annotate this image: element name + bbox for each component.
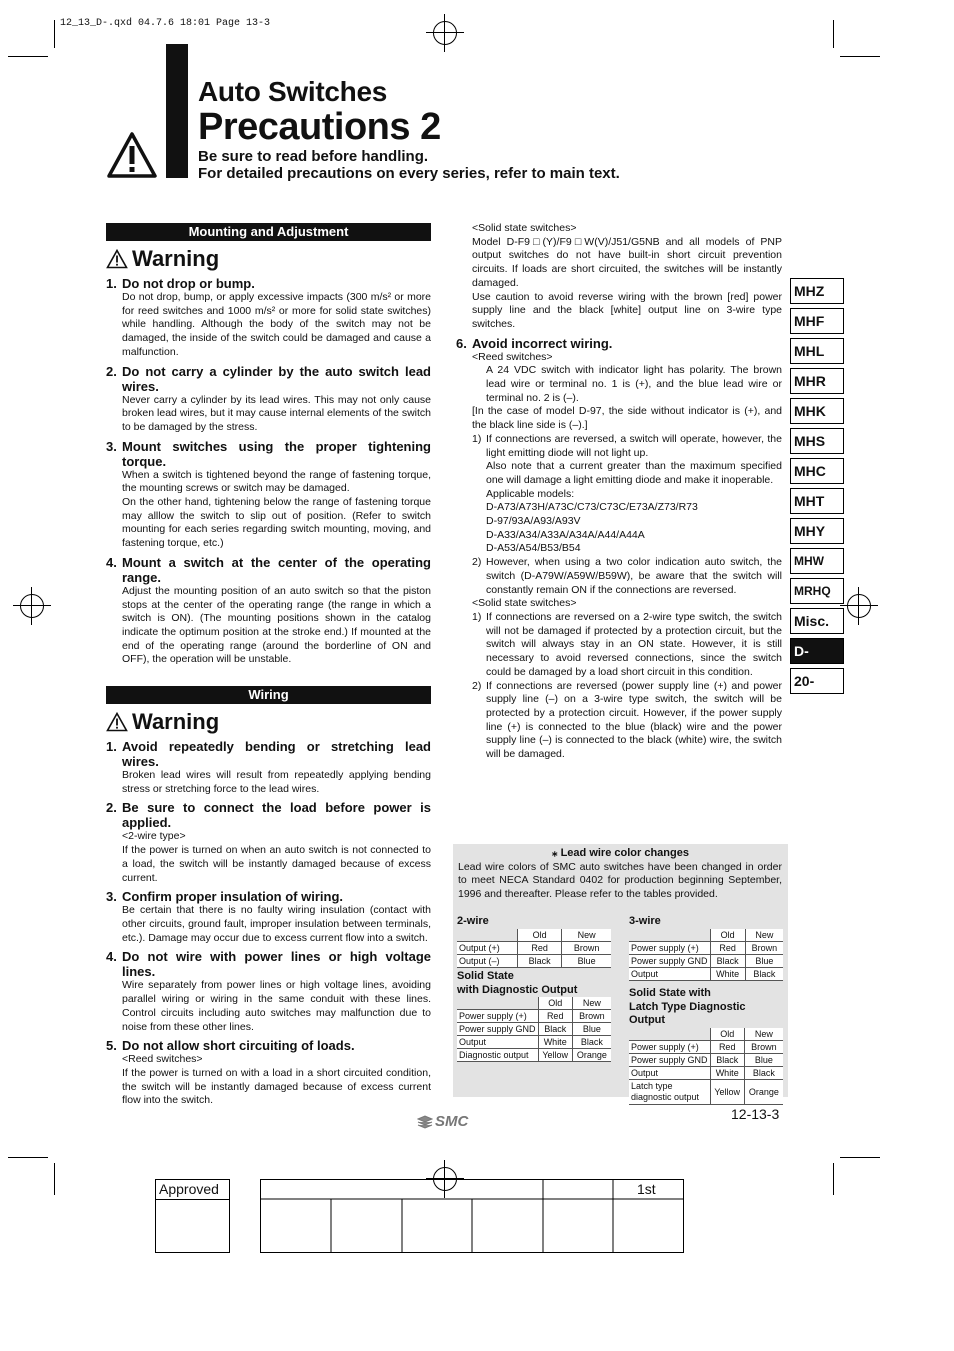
table-cell: Red xyxy=(518,941,562,954)
item-heading: 1. Do not drop or bump. xyxy=(106,276,255,291)
solid-state-label-2: <Solid state switches> xyxy=(472,597,577,610)
table-row xyxy=(629,967,783,980)
reed-paragraph: A 24 VDC switch with indicator light has polarity. The brown lead wire or terminal no. 1 is (+), and the blue lead wire or terminal no. 2 is (–). xyxy=(486,364,782,404)
solid-state-item-1: 1) If connections are reversed on a 2-wire type switch, the switch will not be damaged if protected by a protection circuit, but the switch will always stay in an ON state. However, it is still necessary to avoid reversed connections, since the switch could be damaged by a load short circuit in this condition. xyxy=(472,610,782,678)
item-heading: 2. Do not carry a cylinder by the auto switch lead wires. xyxy=(106,363,431,394)
table-row xyxy=(629,1041,783,1054)
crop-mark xyxy=(833,20,834,48)
tab-mhl[interactable]: MHL xyxy=(790,338,844,364)
item-body: Adjust the mounting position of an auto switch so that the piston stops at the center of the operating range (the range in which a switch is ON). (The mounting positions shown in the catalog indicate the optimum position at the stroke end.) If mounted at the end of the operating range (around the borderline of ON and OFF), the operation will be unstable. xyxy=(122,584,431,666)
table-cell: Power supply (+) xyxy=(629,1041,710,1054)
table-cell: Red xyxy=(710,1041,744,1054)
tab-mhr[interactable]: MHR xyxy=(790,368,844,394)
tab-mhf[interactable]: MHF xyxy=(790,308,844,334)
table-cell: Output (–) xyxy=(457,954,518,967)
tab-mhz[interactable]: MHZ xyxy=(790,278,844,304)
model-list-item: D-A73/A73H/A73C/C73/C73C/E73A/Z73/R73 xyxy=(486,501,698,514)
table-cell: Black xyxy=(538,1023,572,1036)
model-list-item: D-A53/A54/B53/B54 xyxy=(486,542,581,555)
reed-item-1: 1) If connections are reversed, a switch will operate, however, the light emitting diode will not light up. Also note that a current greater than the maximum specified one will damage a light emitting diode and make it inoperable. Applicable models: D-A73/A73H/A73C/C73/C73C/E73A/Z73/R73 D-97/93A/A93/A93V D-A33/A34/A33A/A34A/A44/A44A D-A53/A54/B53/B54 xyxy=(472,432,782,555)
warning-icon xyxy=(106,712,128,732)
table-header-cell: Old xyxy=(518,929,562,942)
item-body: Never carry a cylinder by its lead wires. This may not only cause broken lead wires, but it may cause internal elements of the switch to be damaged by the stress. xyxy=(122,393,431,433)
table-cell: Red xyxy=(538,1010,572,1023)
table-row xyxy=(629,941,783,954)
table-row xyxy=(457,954,611,967)
page-title-large: Precautions 2 xyxy=(198,106,441,148)
table-header-cell: New xyxy=(744,1028,783,1041)
tab-mhc[interactable]: MHC xyxy=(790,458,844,484)
table-cell: Brown xyxy=(744,1041,783,1054)
item-body: Be certain that there is no faulty wiring insulation (contact with other circuits, ground fault, improper insulation between terminals, etc.). Damage may occur due to excess current flow into a switch. xyxy=(122,904,431,944)
table-header-cell: Old xyxy=(710,1028,744,1041)
table-cell: Red xyxy=(710,941,745,954)
crop-mark xyxy=(8,56,48,57)
subtitle-2: For detailed precautions on every series, refer to main text. xyxy=(198,165,620,182)
tab-mht[interactable]: MHT xyxy=(790,488,844,514)
solid-state-paragraph-1: Model D-F9□(Y)/F9□W(V)/J51/G5NB and all models of PNP output switches do not have built-in short circuit prevention circuits. If loads are short circuited, the switches will be instantly damaged. xyxy=(472,235,782,289)
table-diagnostic: Solid State with Diagnostic Output Old New Power supply (+) Red Brown Power supply GND Black Blue Output White Black Diagnostic output Yellow Orange xyxy=(457,970,611,1062)
registration-mark xyxy=(433,21,457,45)
table-cell: Black xyxy=(518,954,562,967)
solid-state-label: <Solid state switches> xyxy=(472,222,577,234)
item-heading: 5. Do not allow short circuiting of loads. xyxy=(106,1038,355,1054)
table-header-cell xyxy=(629,929,710,942)
item-body: Wire separately from power lines or high voltage lines, avoiding parallel wiring or wiring in the same conduit with these lines. Control circuits including auto switches may malfunction due to noise from these other lines. xyxy=(122,979,431,1033)
solid-state-paragraph-2: Use caution to avoid reverse wiring with the brown [red] power supply line and the black [white] output line on 3-wire type switches. xyxy=(472,290,782,330)
table-header-cell xyxy=(629,1028,710,1041)
page-number: 12-13-3 xyxy=(731,1106,780,1122)
table-cell: Brown xyxy=(562,941,611,954)
bracket-note: [In the case of model D-97, the side without indicator is (+), and the black line side is (–).] xyxy=(472,405,782,432)
table-row xyxy=(457,1049,611,1062)
table-cell: Diagnostic output xyxy=(457,1049,538,1062)
table-header-cell xyxy=(457,997,538,1010)
approval-box xyxy=(155,1179,230,1253)
item-body: If the power is turned on with a load in a short circuited condition, the switch will be instantly damaged because of excess current flow into the switch. xyxy=(122,1066,431,1107)
wiring-items xyxy=(106,739,431,1108)
table-cell: Black xyxy=(572,1036,611,1049)
table-cell: Black xyxy=(744,1067,783,1080)
tab-mrhq[interactable]: MRHQ xyxy=(790,578,844,604)
item-heading: 2. Be sure to connect the load before power is applied. xyxy=(106,800,431,831)
revision-grid xyxy=(260,1179,684,1253)
smc-logo-icon xyxy=(417,1115,433,1129)
table-cell: Power supply GND xyxy=(629,1054,710,1067)
tab-mhw[interactable]: MHW xyxy=(790,548,844,574)
tab-20[interactable]: 20- xyxy=(790,668,844,694)
header-bar xyxy=(166,44,188,178)
item-body: If the power is turned on when an auto switch is not connected to a load, the switch will be instantly damaged because of excess current. xyxy=(122,844,431,884)
table-2-wire: 2-wire Old New Output (+) Red Brown Output (–) Black Blue xyxy=(457,915,611,968)
table-cell: Latch type diagnostic output xyxy=(629,1080,710,1105)
solid-state-item-2: 2) If connections are reversed (power supply line (+) and power supply line (–) on a 3-wire type switch, the switch will be protected by a protection circuit. However, if the power supply line (+) is connected to the blue (black) wire and the power supply line (–) is connected to the black (white) wire, the switch will be damaged. xyxy=(472,679,782,761)
table-row xyxy=(457,941,611,954)
item-body: Do not drop, bump, or apply excessive impacts (300 m/s² or more for reed switches and 1000 m/s² or more for solid state switches) while handling. Although the body of the switch may not be damaged, the inside of the switch could be damaged and cause a malfunction. xyxy=(122,291,431,358)
table-header-cell: New xyxy=(572,997,611,1010)
warning-triangle-icon xyxy=(106,131,158,179)
table-cell: White xyxy=(710,1067,744,1080)
smc-logo: SMC xyxy=(417,1113,468,1130)
table-row xyxy=(629,1067,783,1080)
table-cell: Orange xyxy=(744,1080,783,1105)
registration-mark xyxy=(20,594,44,618)
crop-mark xyxy=(833,1163,834,1195)
table-cell: Power supply GND xyxy=(629,954,710,967)
table-cell: Black xyxy=(745,967,783,980)
registration-mark xyxy=(847,594,871,618)
table-3-wire: 3-wire Old New Power supply (+) Red Brown Power supply GND Black Blue Output White Black xyxy=(629,915,783,981)
table-cell: White xyxy=(538,1036,572,1049)
table-cell: Yellow xyxy=(710,1080,744,1105)
reed-item-2: 2) However, when using a two color indication auto switch, the switch (D-A79W/A59W/B59W), be aware that the switch will constantly remain ON if the connections are reversed. xyxy=(472,556,782,596)
warning-label: Warning xyxy=(132,246,220,272)
lead-box-text: Lead wire colors of SMC auto switches have been changed in order to meet NECA Standard 0402 for production beginning September, 1996 and thereafter. Please refer to the tables provided. xyxy=(458,860,782,901)
reed-switches-label: <Reed switches> xyxy=(472,350,553,363)
warning-heading xyxy=(106,246,431,272)
crop-mark xyxy=(840,56,880,57)
table-cell: Black xyxy=(710,954,745,967)
tab-mhs[interactable]: MHS xyxy=(790,428,844,454)
table-cell: Power supply (+) xyxy=(629,941,710,954)
warning-label: Warning xyxy=(132,709,220,735)
item-body: Broken lead wires will result from repeatedly applying bending stress or stretching force to the lead wires. xyxy=(122,769,431,795)
item-heading: 3. Confirm proper insulation of wiring. xyxy=(106,889,343,905)
crop-mark xyxy=(54,20,55,48)
warning-heading xyxy=(106,709,431,735)
table-row xyxy=(629,954,783,967)
table-latch-diagnostic: Solid State with Latch Type Diagnostic Output Old New Power supply (+) Red Brown Power supply GND Black Blue Output White Black Latch type diagnostic output Yellow Orange xyxy=(629,987,783,1105)
table-row xyxy=(457,1023,611,1036)
item-body: When a switch is tightened beyond the range of fastening torque, the mounting screws or switch may be damaged. xyxy=(122,468,431,495)
table-cell: Black xyxy=(710,1054,744,1067)
tab-mhk[interactable]: MHK xyxy=(790,398,844,424)
item-sublabel: <Reed switches> xyxy=(122,1053,203,1066)
section-header-wiring: Wiring xyxy=(106,686,431,704)
lead-box-title: ⁎ Lead wire color changes xyxy=(552,847,689,859)
tab-mhy[interactable]: MHY xyxy=(790,518,844,544)
lead-wire-color-box xyxy=(453,844,788,1103)
table-cell: Brown xyxy=(572,1010,611,1023)
table-cell: Brown xyxy=(745,941,783,954)
table-cell: Yellow xyxy=(538,1049,572,1062)
table-header-cell: Old xyxy=(710,929,745,942)
item-heading: 4. Do not wire with power lines or high voltage lines. xyxy=(106,949,431,980)
table-cell: Power supply (+) xyxy=(457,1010,538,1023)
table-cell: Output (+) xyxy=(457,941,518,954)
table-cell: Output xyxy=(629,967,710,980)
tab-d[interactable]: D- xyxy=(790,638,844,664)
mounting-items xyxy=(106,276,431,667)
crop-mark xyxy=(8,1157,48,1158)
series-tabs xyxy=(790,278,844,698)
file-slug: 12_13_D-.qxd 04.7.6 18:01 Page 13-3 xyxy=(60,18,271,29)
table-cell: Blue xyxy=(745,954,783,967)
table-cell: Power supply GND xyxy=(457,1023,538,1036)
table-cell: White xyxy=(710,967,745,980)
approved-label: Approved xyxy=(156,1180,229,1200)
item-heading: 1. Avoid repeatedly bending or stretching lead wires. xyxy=(106,739,431,770)
table-row xyxy=(457,1036,611,1049)
table-cell: Blue xyxy=(562,954,611,967)
table-row xyxy=(457,1010,611,1023)
crop-mark xyxy=(840,1157,880,1158)
table-cell: Blue xyxy=(744,1054,783,1067)
left-column xyxy=(106,223,431,1108)
table-header-cell: New xyxy=(562,929,611,942)
item-6-heading: 6. Avoid incorrect wiring. xyxy=(456,335,613,351)
item-sublabel: <2-wire type> xyxy=(122,830,186,843)
item-body: On the other hand, tightening below the range of fastening torque may alllow the switch to slip out of position. (Refer to switch mounting for each series regarding switch mounting, moving, and fastening torque, etc.) xyxy=(122,496,431,550)
model-list-item: D-97/93A/A93/A93V xyxy=(486,515,581,528)
tab-misc[interactable]: Misc. xyxy=(790,608,844,634)
table-row xyxy=(629,1054,783,1067)
crop-mark xyxy=(54,1163,55,1195)
page-title-small: Auto Switches xyxy=(198,76,388,107)
right-column xyxy=(456,222,782,762)
item-heading: 4. Mount a switch at the center of the operating range. xyxy=(106,554,431,585)
table-header-cell: New xyxy=(745,929,783,942)
model-list-item: D-A33/A34/A33A/A34A/A44/A44A xyxy=(486,528,645,541)
table-cell: Output xyxy=(457,1036,538,1049)
table-row xyxy=(629,1080,783,1105)
table-header-cell: Old xyxy=(538,997,572,1010)
warning-icon xyxy=(106,249,128,269)
first-edition-label: 1st xyxy=(637,1181,656,1197)
table-cell: Output xyxy=(629,1067,710,1080)
item-heading: 3. Mount switches using the proper tightening torque. xyxy=(106,438,431,469)
subtitle-1: Be sure to read before handling. xyxy=(198,148,429,165)
table-header-cell xyxy=(457,929,518,942)
section-header-mounting: Mounting and Adjustment xyxy=(106,223,431,241)
revision-grid-lines xyxy=(261,1180,683,1252)
table-cell: Blue xyxy=(572,1023,611,1036)
table-cell: Orange xyxy=(572,1049,611,1062)
